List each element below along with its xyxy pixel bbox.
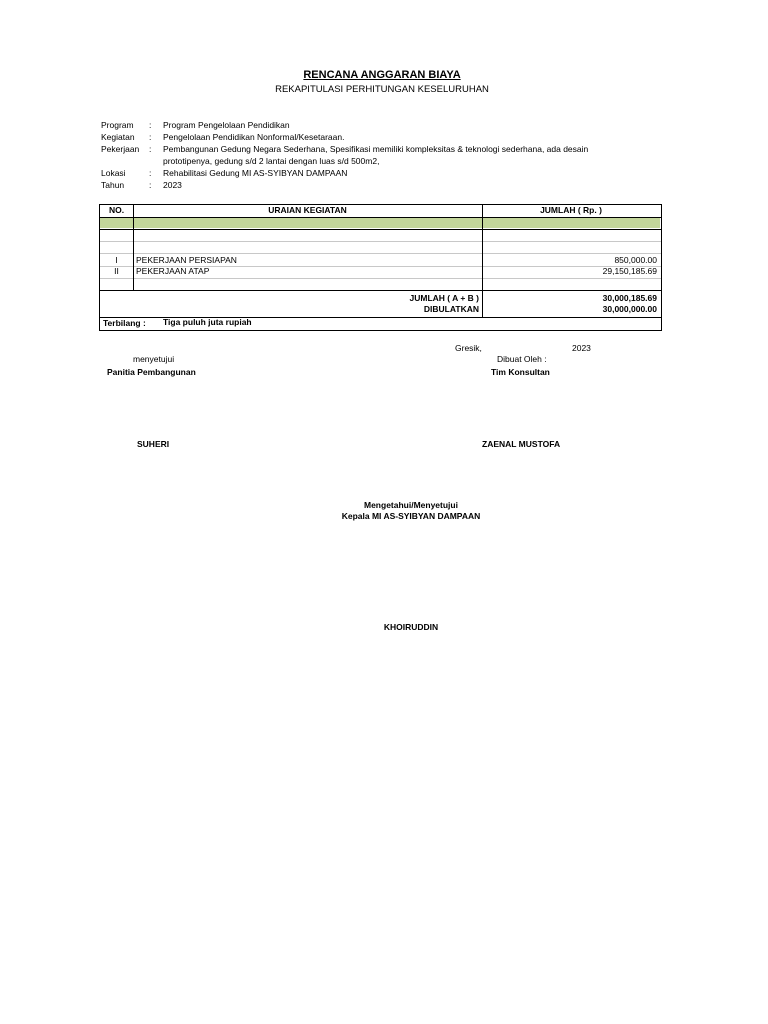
header-uraian: URAIAN KEGIATAN (268, 205, 347, 215)
row-uraian: PEKERJAAN ATAP (136, 266, 210, 276)
info-separator: : (149, 144, 152, 154)
info-separator: : (149, 180, 152, 190)
approver-org: Panitia Pembangunan (107, 367, 196, 377)
acknowledger-org: Kepala MI AS-SYIBYAN DAMPAAN (341, 511, 481, 521)
rounded-label: DIBULATKAN (423, 304, 479, 314)
info-label: Tahun (101, 180, 125, 190)
table-rule (133, 205, 134, 290)
table-rule (100, 229, 661, 230)
row-no: I (115, 255, 118, 265)
info-value: 2023 (163, 180, 182, 190)
terbilang-label: Terbilang : (103, 318, 146, 328)
header-band (483, 218, 660, 228)
budget-table (99, 204, 662, 331)
preparer-name: ZAENAL MUSTOFA (482, 439, 561, 449)
acknowledger-name: KHOIRUDDIN (383, 622, 439, 632)
total-value: 30,000,185.69 (602, 293, 657, 303)
info-separator: : (149, 132, 152, 142)
info-label: Pekerjaan (101, 144, 140, 154)
table-rule (100, 278, 661, 279)
header-jumlah: JUMLAH ( Rp. ) (540, 205, 602, 215)
info-separator: : (149, 120, 152, 130)
signing-year: 2023 (572, 343, 591, 353)
rounded-value: 30,000,000.00 (602, 304, 657, 314)
row-no: II (114, 266, 119, 276)
info-label: Program (101, 120, 134, 130)
row-jumlah: 850,000.00 (614, 255, 657, 265)
table-rule (100, 241, 661, 242)
preparer-caption: Dibuat Oleh : (497, 354, 547, 364)
info-value-continued: prototipenya, gedung s/d 2 lantai dengan luas s/d 500m2, (163, 156, 380, 166)
table-rule (100, 290, 661, 291)
info-label: Lokasi (101, 168, 126, 178)
total-label: JUMLAH ( A + B ) (409, 293, 479, 303)
header-band (100, 218, 482, 228)
info-value: Pembangunan Gedung Negara Sederhana, Spesifikasi memiliki kompleksitas & teknologi sederhana, ada desain (163, 144, 589, 154)
table-rule (100, 253, 661, 254)
document-title: RENCANA ANGGARAN BIAYA (303, 69, 461, 81)
approver-caption: menyetujui (133, 354, 175, 364)
preparer-org: Tim Konsultan (491, 367, 550, 377)
row-uraian: PEKERJAAN PERSIAPAN (136, 255, 237, 265)
info-block (101, 120, 661, 192)
signing-city: Gresik, (455, 343, 482, 353)
table-rule (100, 217, 661, 218)
info-label: Kegiatan (101, 132, 135, 142)
info-value: Program Pengelolaan Pendidikan (163, 120, 290, 130)
header-no: NO. (108, 205, 125, 215)
approver-name: SUHERI (137, 439, 170, 449)
acknowledger-caption: Mengetahui/Menyetujui (364, 500, 458, 510)
document-subtitle: REKAPITULASI PERHITUNGAN KESELURUHAN (275, 84, 489, 95)
terbilang-value: Tiga puluh juta rupiah (163, 317, 252, 327)
row-jumlah: 29,150,185.69 (602, 266, 657, 276)
info-separator: : (149, 168, 152, 178)
table-rule (482, 205, 483, 317)
info-value: Rehabilitasi Gedung MI AS-SYIBYAN DAMPAAN (163, 168, 348, 178)
info-value: Pengelolaan Pendidikan Nonformal/Kesetaraan. (163, 132, 345, 142)
